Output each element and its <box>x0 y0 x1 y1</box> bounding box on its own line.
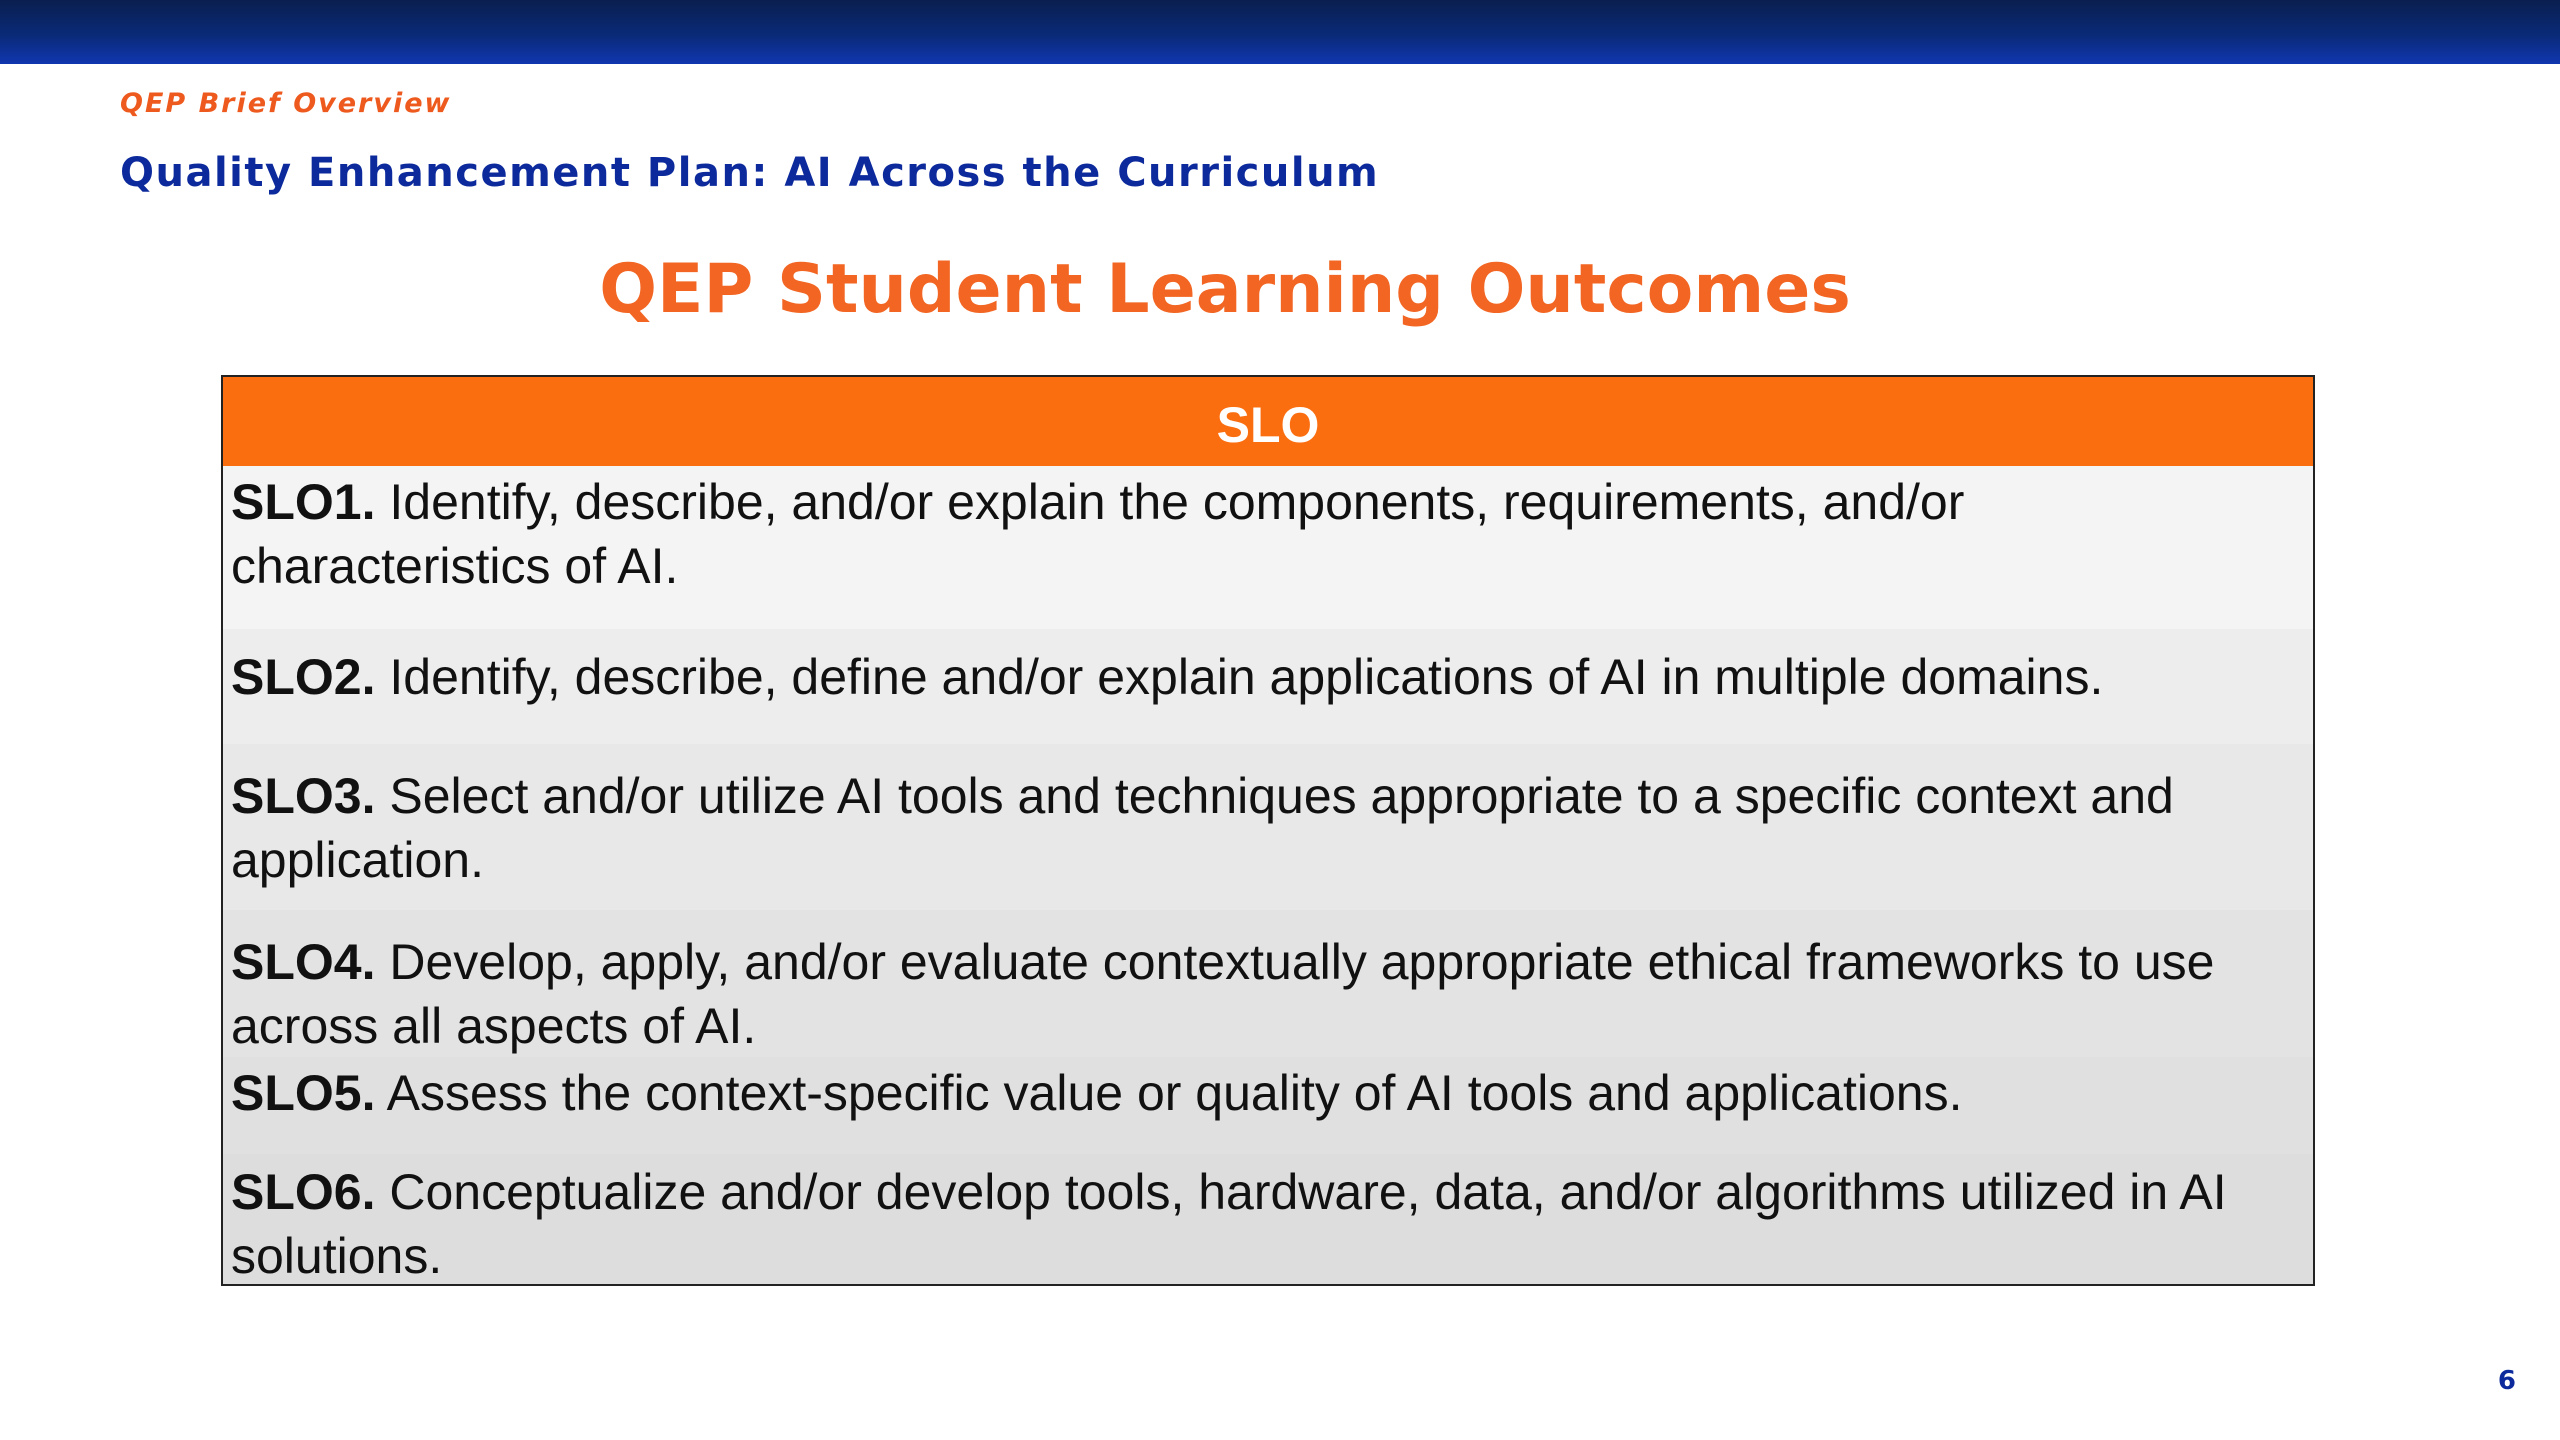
top-banner-bar <box>0 0 2560 64</box>
table-row <box>223 1057 2313 1154</box>
slo-id: SLO2. <box>231 649 376 705</box>
slo-text: Select and/or utilize AI tools and techniques appropriate to a specific context and application. <box>231 768 2174 888</box>
slo-id: SLO3. <box>231 768 376 824</box>
slo-text: Identify, describe, and/or explain the components, requirements, and/or characteristics of AI. <box>231 474 1965 594</box>
slo-id: SLO6. <box>231 1164 376 1220</box>
plan-title: Quality Enhancement Plan: AI Across the Curriculum <box>120 150 1380 196</box>
table-row <box>223 744 2313 910</box>
slo-id: SLO1. <box>231 474 376 530</box>
slo-text: Develop, apply, and/or evaluate contextually appropriate ethical frameworks to use across all aspects of AI. <box>231 934 2215 1054</box>
slo-id: SLO5. <box>231 1065 376 1121</box>
table-row <box>223 910 2313 1057</box>
slo-text: Assess the context-specific value or quality of AI tools and applications. <box>375 1065 1963 1121</box>
slo-table <box>221 375 2315 1286</box>
table-row <box>223 1154 2313 1284</box>
slide-title: QEP Student Learning Outcomes <box>599 250 1851 329</box>
slo-text: Conceptualize and/or develop tools, hardware, data, and/or algorithms utilized in AI solutions. <box>231 1164 2227 1284</box>
slo-text: Identify, describe, define and/or explain applications of AI in multiple domains. <box>375 649 2104 705</box>
table-row <box>223 466 2313 629</box>
table-header: SLO <box>223 377 2313 466</box>
slo-id: SLO4. <box>231 934 376 990</box>
section-subtitle: QEP Brief Overview <box>120 88 452 119</box>
table-row <box>223 629 2313 744</box>
page-number: 6 <box>2497 1366 2516 1396</box>
